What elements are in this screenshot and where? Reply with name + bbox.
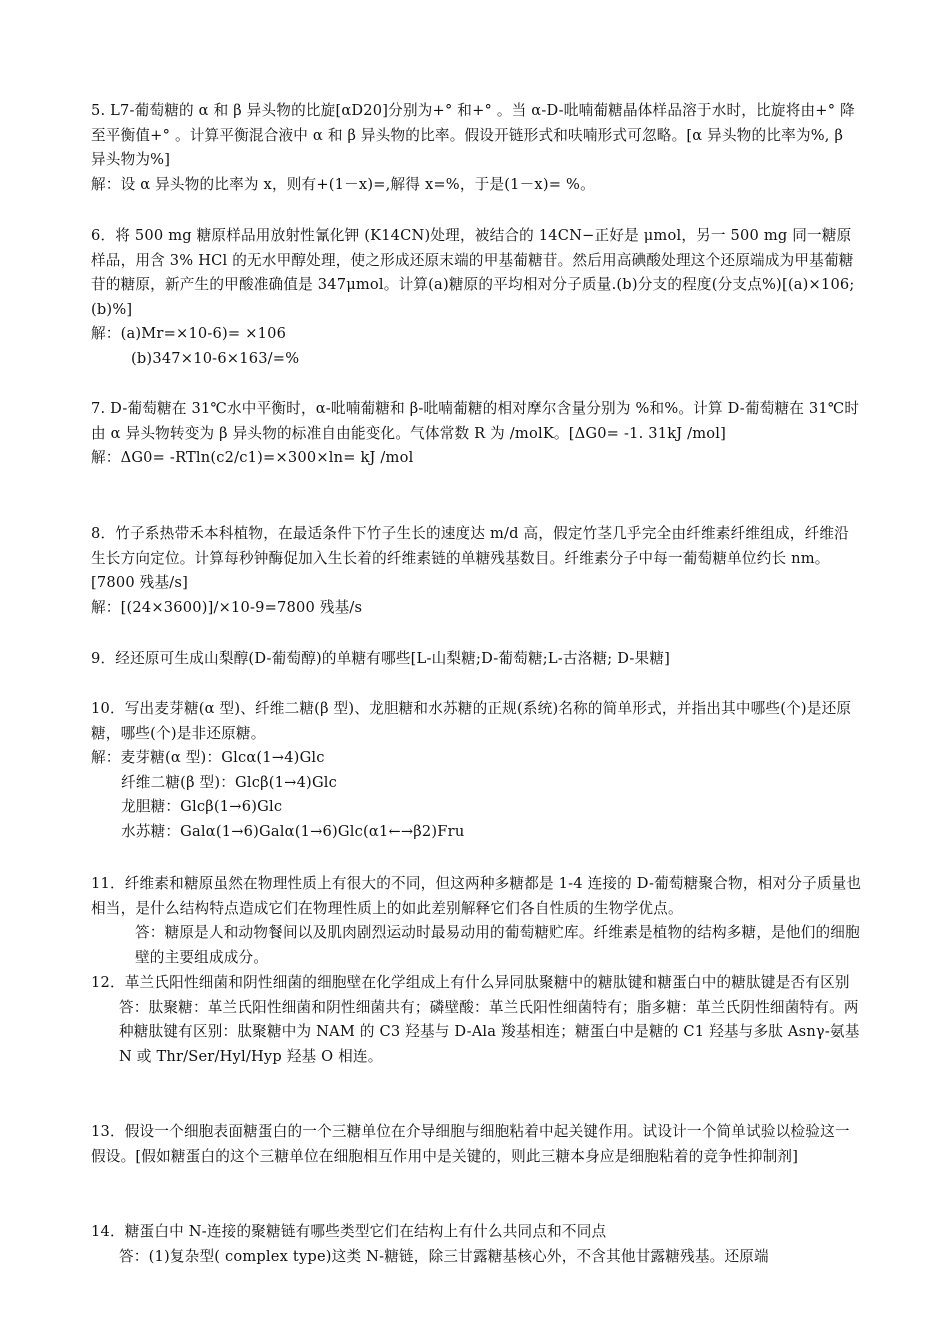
question-11 <box>91 872 862 970</box>
question-7-answer: 解：ΔG0= -RTln(c2/c1)=×300×ln= kJ /mol <box>91 449 414 467</box>
question-10 <box>91 697 862 845</box>
question-9-text: 9．经还原可生成山梨醇(D-葡萄醇)的单糖有哪些[L-山梨糖;D-葡萄糖;L-古洛糖; D-果糖] <box>91 650 671 667</box>
question-5 <box>91 99 862 197</box>
question-12-text: 12．革兰氏阳性细菌和阴性细菌的细胞壁在化学组成上有什么异同肽聚糖中的糖肽键和糖蛋白中的糖肽键是否有区别 <box>91 974 850 991</box>
question-14-text: 14．糖蛋白中 N-连接的聚糖链有哪些类型它们在结构上有什么共同点和不同点 <box>91 1223 607 1240</box>
question-10-answer-cellobiose: 纤维二糖(β 型)：Glcβ(1→4)Glc <box>121 773 338 791</box>
question-8-answer: 解：[(24×3600)]/×10-9=7800 残基/s <box>91 598 363 616</box>
question-12-answer: 答：肽聚糖：革兰氏阳性细菌和阴性细菌共有；磷壁酸：革兰氏阳性细菌特有；脂多糖：革兰氏阴性细菌特有。两种糖肽键有区别：肽聚糖中为 NAM 的 C3 羟基与 D-Ala 羧基相连；糖蛋白中是糖的 C1 羟基与多肽 Asnγ-氨基 N 或 Thr/Ser/Hyl/Hyp 羟基 O 相连。 <box>119 998 860 1065</box>
question-10-text: 10．写出麦芽糖(α 型)、纤维二糖(β 型)、龙胆糖和水苏糖的正规(系统)名称的简单形式，并指出其中哪些(个)是还原糖，哪些(个)是非还原糖。 <box>91 700 852 742</box>
question-14 <box>91 1220 862 1269</box>
question-14-answer: 答：(1)复杂型( complex type)这类 N-糖链，除三甘露糖基核心外，不含其他甘露糖残基。还原端 <box>119 1247 769 1265</box>
question-13-text: 13．假设一个细胞表面糖蛋白的一个三糖单位在介导细胞与细胞粘着中起关键作用。试设计一个简单试验以检验这一假设。[假如糖蛋白的这个三糖单位在细胞相互作用中是关键的，则此三糖本身应是细胞粘着的竞争性抑制剂] <box>91 1123 850 1165</box>
question-5-text: 5. L7-葡萄糖的 α 和 β 异头物的比旋[αD20]分别为+° 和+° 。当 α-D-吡喃葡糖晶体样品溶于水时，比旋将由+° 降至平衡值+° 。计算平衡混合液中 α 和 β 异头物的比率。假设开链形式和呋喃形式可忽略。[α 异头物的比率为%, β 异头物为%] <box>91 102 855 169</box>
question-5-answer: 解：设 α 异头物的比率为 x，则有+(1－x)=,解得 x=%，于是(1－x)= %。 <box>91 175 595 193</box>
question-10-answer-gentiobiose: 龙胆糖：Glcβ(1→6)Glc <box>121 798 283 816</box>
question-7-text: 7. D-葡萄糖在 31℃水中平衡时，α-吡喃葡糖和 β-吡喃葡糖的相对摩尔含量分别为 %和%。计算 D-葡萄糖在 31℃时由 α 异头物转变为 β 异头物的标准自由能变化。气体常数 R 为 /molK。[ΔG0= -1. 31kJ /mol] <box>91 400 860 442</box>
question-8 <box>91 522 862 620</box>
question-6-answer-a: 解：(a)Mr=×10-6)= ×106 <box>91 325 287 343</box>
question-8-text: 8．竹子系热带禾本科植物，在最适条件下竹子生长的速度达 m/d 高，假定竹茎几乎完全由纤维素纤维组成，纤维沿生长方向定位。计算每秒钟酶促加入生长着的纤维素链的单糖残基数目。纤维素分子中每一葡萄糖单位约长 nm。[7800 残基/s] <box>91 525 849 592</box>
question-6 <box>91 224 862 372</box>
question-11-answer: 答：糖原是人和动物餐间以及肌肉剧烈运动时最易动用的葡萄糖贮库。纤维素是植物的结构多糖，是他们的细胞壁的主要组成成分。 <box>135 924 860 966</box>
question-6-text: 6．将 500 mg 糖原样品用放射性氰化钾 (K14CN)处理，被结合的 14CN−正好是 μmol，另一 500 mg 同一糖原样品，用含 3% HCl 的无水甲醇处理，使之形成还原末端的甲基葡糖苷。然后用高碘酸处理这个还原端成为甲基葡糖苷的糖原，新产生的甲酸准确值是 347μmol。计算(a)糖原的平均相对分子质量.(b)分支的程度(分支点%)[(a)×106; (b)%] <box>91 227 855 318</box>
question-10-answer-stachyose: 水苏糖：Galα(1→6)Galα(1→6)Glc(α1←→β2)Fru <box>121 822 465 840</box>
question-9 <box>91 647 862 672</box>
question-10-answer-maltose: 解：麦芽糖(α 型)：Glcα(1→4)Glc <box>91 749 325 767</box>
question-7 <box>91 397 862 471</box>
question-11-text: 11．纤维素和糖原虽然在物理性质上有很大的不同，但这两种多糖都是 1-4 连接的 D-葡萄糖聚合物，相对分子质量也相当，是什么结构特点造成它们在物理性质上的如此差别解释它们各自性质的生物学优点。 <box>91 875 862 917</box>
question-6-answer-b: (b)347×10-6×163/=% <box>131 349 300 367</box>
question-12 <box>91 971 862 1069</box>
question-13 <box>91 1120 862 1169</box>
